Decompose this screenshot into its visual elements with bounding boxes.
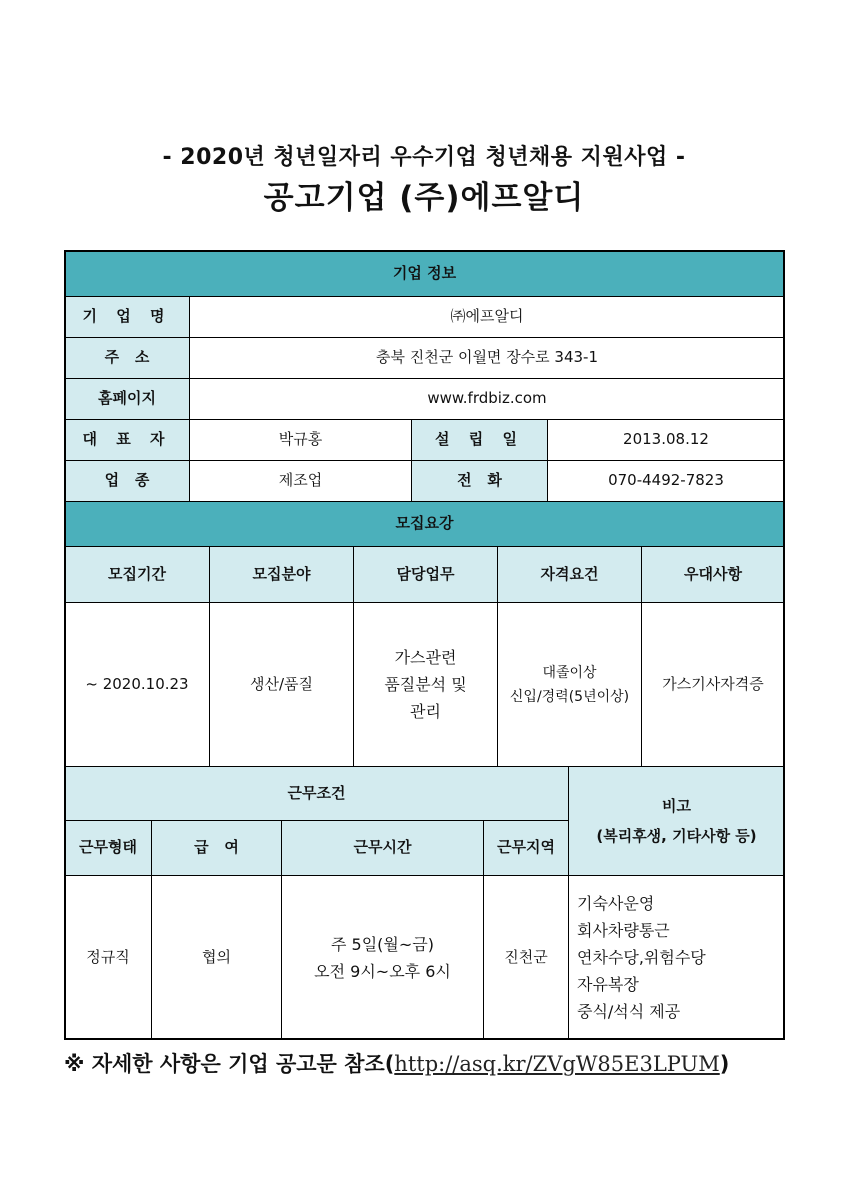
remarks-header (568, 766, 785, 876)
footer-note-text: ※ 자세한 사항은 기업 공고문 참조( (64, 1052, 395, 1076)
address-label: 주 소 (64, 337, 190, 379)
salary-value: 협의 (151, 875, 282, 1040)
address-value: 충북 진천군 이월면 장수로 343-1 (189, 337, 785, 379)
footer-note (64, 1048, 729, 1078)
recruit-period-header: 모집기간 (64, 546, 210, 603)
work-hours-line: 주 5일(월~금) (331, 934, 434, 954)
work-type-header: 근무형태 (64, 820, 152, 876)
duties-line: 관리 (410, 702, 441, 721)
qualification-value (497, 602, 642, 767)
duties-value (353, 602, 498, 767)
industry-value: 제조업 (189, 460, 412, 502)
work-hours-line: 오전 9시~오후 6시 (314, 961, 451, 981)
company-name-label: 기 업 명 (64, 296, 190, 338)
recruit-field-header: 모집분야 (209, 546, 354, 603)
benefit-item: 기숙사운영 (577, 894, 655, 913)
subtitle: - 2020년 청년일자리 우수기업 청년채용 지원사업 - (162, 145, 686, 170)
preferred-value: 가스기사자격증 (641, 602, 785, 767)
qualification-line: 신입/경력(5년이상) (509, 688, 630, 705)
benefit-item: 중식/석식 제공 (577, 1002, 681, 1021)
qualification-header: 자격요건 (497, 546, 642, 603)
work-hours-value (281, 875, 484, 1040)
benefit-item: 자유복장 (577, 975, 639, 994)
phone-label: 전 화 (411, 460, 548, 502)
homepage-label: 홈페이지 (64, 378, 190, 420)
notice-link[interactable]: http://asq.kr/ZVgW85E3LPUM (394, 1052, 720, 1076)
preferred-header: 우대사항 (641, 546, 785, 603)
remarks-title: 비고 (662, 797, 691, 815)
homepage-link[interactable]: www.frdbiz.com (189, 378, 785, 420)
salary-header: 급 여 (151, 820, 282, 876)
duties-header: 담당업무 (353, 546, 498, 603)
benefit-item: 회사차량통근 (577, 921, 670, 940)
founded-label: 설 립 일 (411, 419, 548, 461)
ceo-label: 대 표 자 (64, 419, 190, 461)
benefit-item: 연차수당,위험수당 (577, 948, 706, 967)
page-title: 공고기업 (주)에프알디 (263, 180, 585, 216)
work-conditions-header: 근무조건 (64, 766, 569, 821)
company-name-value: ㈜에프알디 (189, 296, 785, 338)
recruitment-header: 모집요강 (64, 501, 785, 547)
recruit-period-value: ~ 2020.10.23 (64, 602, 210, 767)
remarks-subtitle: (복리후생, 기타사항 등) (596, 827, 757, 845)
work-type-value: 정규직 (64, 875, 152, 1040)
benefits-list (577, 890, 706, 1025)
work-hours-header: 근무시간 (281, 820, 484, 876)
benefits-cell (568, 875, 785, 1040)
duties-line: 품질분석 및 (384, 675, 467, 694)
industry-label: 업 종 (64, 460, 190, 502)
ceo-value: 박규홍 (189, 419, 412, 461)
founded-value: 2013.08.12 (547, 419, 785, 461)
recruit-field-value: 생산/품질 (209, 602, 354, 767)
footer-note-suffix: ) (719, 1052, 730, 1076)
work-location-header: 근무지역 (483, 820, 569, 876)
company-info-header: 기업 정보 (64, 250, 785, 297)
phone-value: 070-4492-7823 (547, 460, 785, 502)
duties-line: 가스관련 (394, 648, 457, 667)
work-location-value: 진천군 (483, 875, 569, 1040)
qualification-line: 대졸이상 (542, 664, 597, 681)
